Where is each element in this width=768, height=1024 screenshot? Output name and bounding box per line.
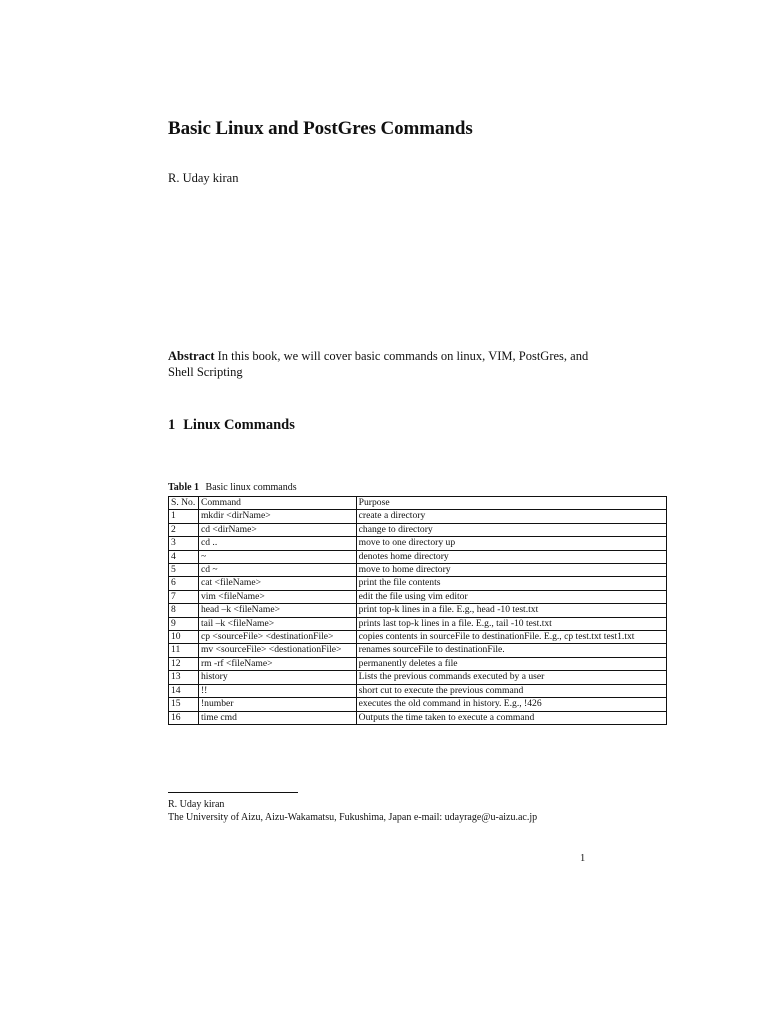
table-caption-label: Table 1 <box>168 482 200 493</box>
cell-serial: 3 <box>169 537 199 550</box>
cell-command: cd .. <box>198 537 356 550</box>
cell-purpose: move to one directory up <box>356 537 666 550</box>
table-row <box>169 550 667 563</box>
page-number: 1 <box>580 853 586 864</box>
section-number: 1 <box>168 417 176 433</box>
table-caption <box>168 482 297 493</box>
cell-serial: 15 <box>169 698 199 711</box>
table-row <box>169 577 667 590</box>
cell-command: !number <box>198 698 356 711</box>
abstract-label: Abstract <box>168 349 215 363</box>
cell-command: ~ <box>198 550 356 563</box>
table-row <box>169 510 667 523</box>
cell-purpose: print the file contents <box>356 577 666 590</box>
table-row <box>169 671 667 684</box>
cell-command: vim <fileName> <box>198 590 356 603</box>
cell-serial: 14 <box>169 684 199 697</box>
cell-purpose: change to directory <box>356 523 666 536</box>
table-row <box>169 537 667 550</box>
cell-purpose: move to home directory <box>356 564 666 577</box>
cell-serial: 11 <box>169 644 199 657</box>
cell-purpose: executes the old command in history. E.g., !426 <box>356 698 666 711</box>
cell-serial: 10 <box>169 631 199 644</box>
table-header-row <box>169 497 667 510</box>
table-row <box>169 631 667 644</box>
cell-command: cat <fileName> <box>198 577 356 590</box>
cell-purpose: short cut to execute the previous command <box>356 684 666 697</box>
cell-serial: 8 <box>169 604 199 617</box>
cell-serial: 4 <box>169 550 199 563</box>
table-row <box>169 644 667 657</box>
header-serial: S. No. <box>169 497 199 510</box>
cell-serial: 13 <box>169 671 199 684</box>
cell-command: rm -rf <fileName> <box>198 657 356 670</box>
cell-purpose: denotes home directory <box>356 550 666 563</box>
cell-command: cp <sourceFile> <destinationFile> <box>198 631 356 644</box>
cell-serial: 6 <box>169 577 199 590</box>
cell-serial: 12 <box>169 657 199 670</box>
footnote-author: R. Uday kiran <box>168 799 225 810</box>
cell-purpose: Lists the previous commands executed by a user <box>356 671 666 684</box>
cell-serial: 7 <box>169 590 199 603</box>
cell-command: cd <dirName> <box>198 523 356 536</box>
table-row <box>169 711 667 724</box>
cell-serial: 16 <box>169 711 199 724</box>
section-title: Linux Commands <box>183 417 295 433</box>
cell-serial: 9 <box>169 617 199 630</box>
cell-command: tail –k <fileName> <box>198 617 356 630</box>
header-command: Command <box>198 497 356 510</box>
footnote-affiliation: The University of Aizu, Aizu-Wakamatsu, Fukushima, Japan e-mail: udayrage@u-aizu.ac.jp <box>168 812 538 823</box>
cell-purpose: renames sourceFile to destinationFile. <box>356 644 666 657</box>
table-row <box>169 604 667 617</box>
cell-purpose: edit the file using vim editor <box>356 590 666 603</box>
cell-purpose: create a directory <box>356 510 666 523</box>
cell-command: head –k <fileName> <box>198 604 356 617</box>
table-caption-text: Basic linux commands <box>205 482 297 493</box>
header-purpose: Purpose <box>356 497 666 510</box>
cell-command: mv <sourceFile> <destionationFile> <box>198 644 356 657</box>
cell-purpose: prints last top-k lines in a file. E.g., tail -10 test.txt <box>356 617 666 630</box>
table-row <box>169 523 667 536</box>
table-row <box>169 684 667 697</box>
table-row <box>169 617 667 630</box>
author-name: R. Uday kiran <box>168 171 239 185</box>
cell-command: mkdir <dirName> <box>198 510 356 523</box>
abstract-text: In this book, we will cover basic commands on linux, VIM, PostGres, and Shell Scripting <box>168 349 589 379</box>
cell-purpose: Outputs the time taken to execute a command <box>356 711 666 724</box>
abstract <box>168 348 608 380</box>
cell-command: history <box>198 671 356 684</box>
document-title: Basic Linux and PostGres Commands <box>168 118 473 139</box>
cell-purpose: permanently deletes a file <box>356 657 666 670</box>
cell-serial: 1 <box>169 510 199 523</box>
cell-purpose: copies contents in sourceFile to destinationFile. E.g., cp test.txt test1.txt <box>356 631 666 644</box>
table-row <box>169 590 667 603</box>
table-row <box>169 657 667 670</box>
cell-serial: 5 <box>169 564 199 577</box>
cell-purpose: print top-k lines in a file. E.g., head -10 test.txt <box>356 604 666 617</box>
cell-command: !! <box>198 684 356 697</box>
table-row <box>169 564 667 577</box>
cell-command: time cmd <box>198 711 356 724</box>
cell-command: cd ~ <box>198 564 356 577</box>
section-heading <box>168 417 295 434</box>
footnote <box>168 798 537 824</box>
commands-table <box>168 496 667 725</box>
footnote-divider <box>168 792 298 793</box>
table-row <box>169 698 667 711</box>
cell-serial: 2 <box>169 523 199 536</box>
